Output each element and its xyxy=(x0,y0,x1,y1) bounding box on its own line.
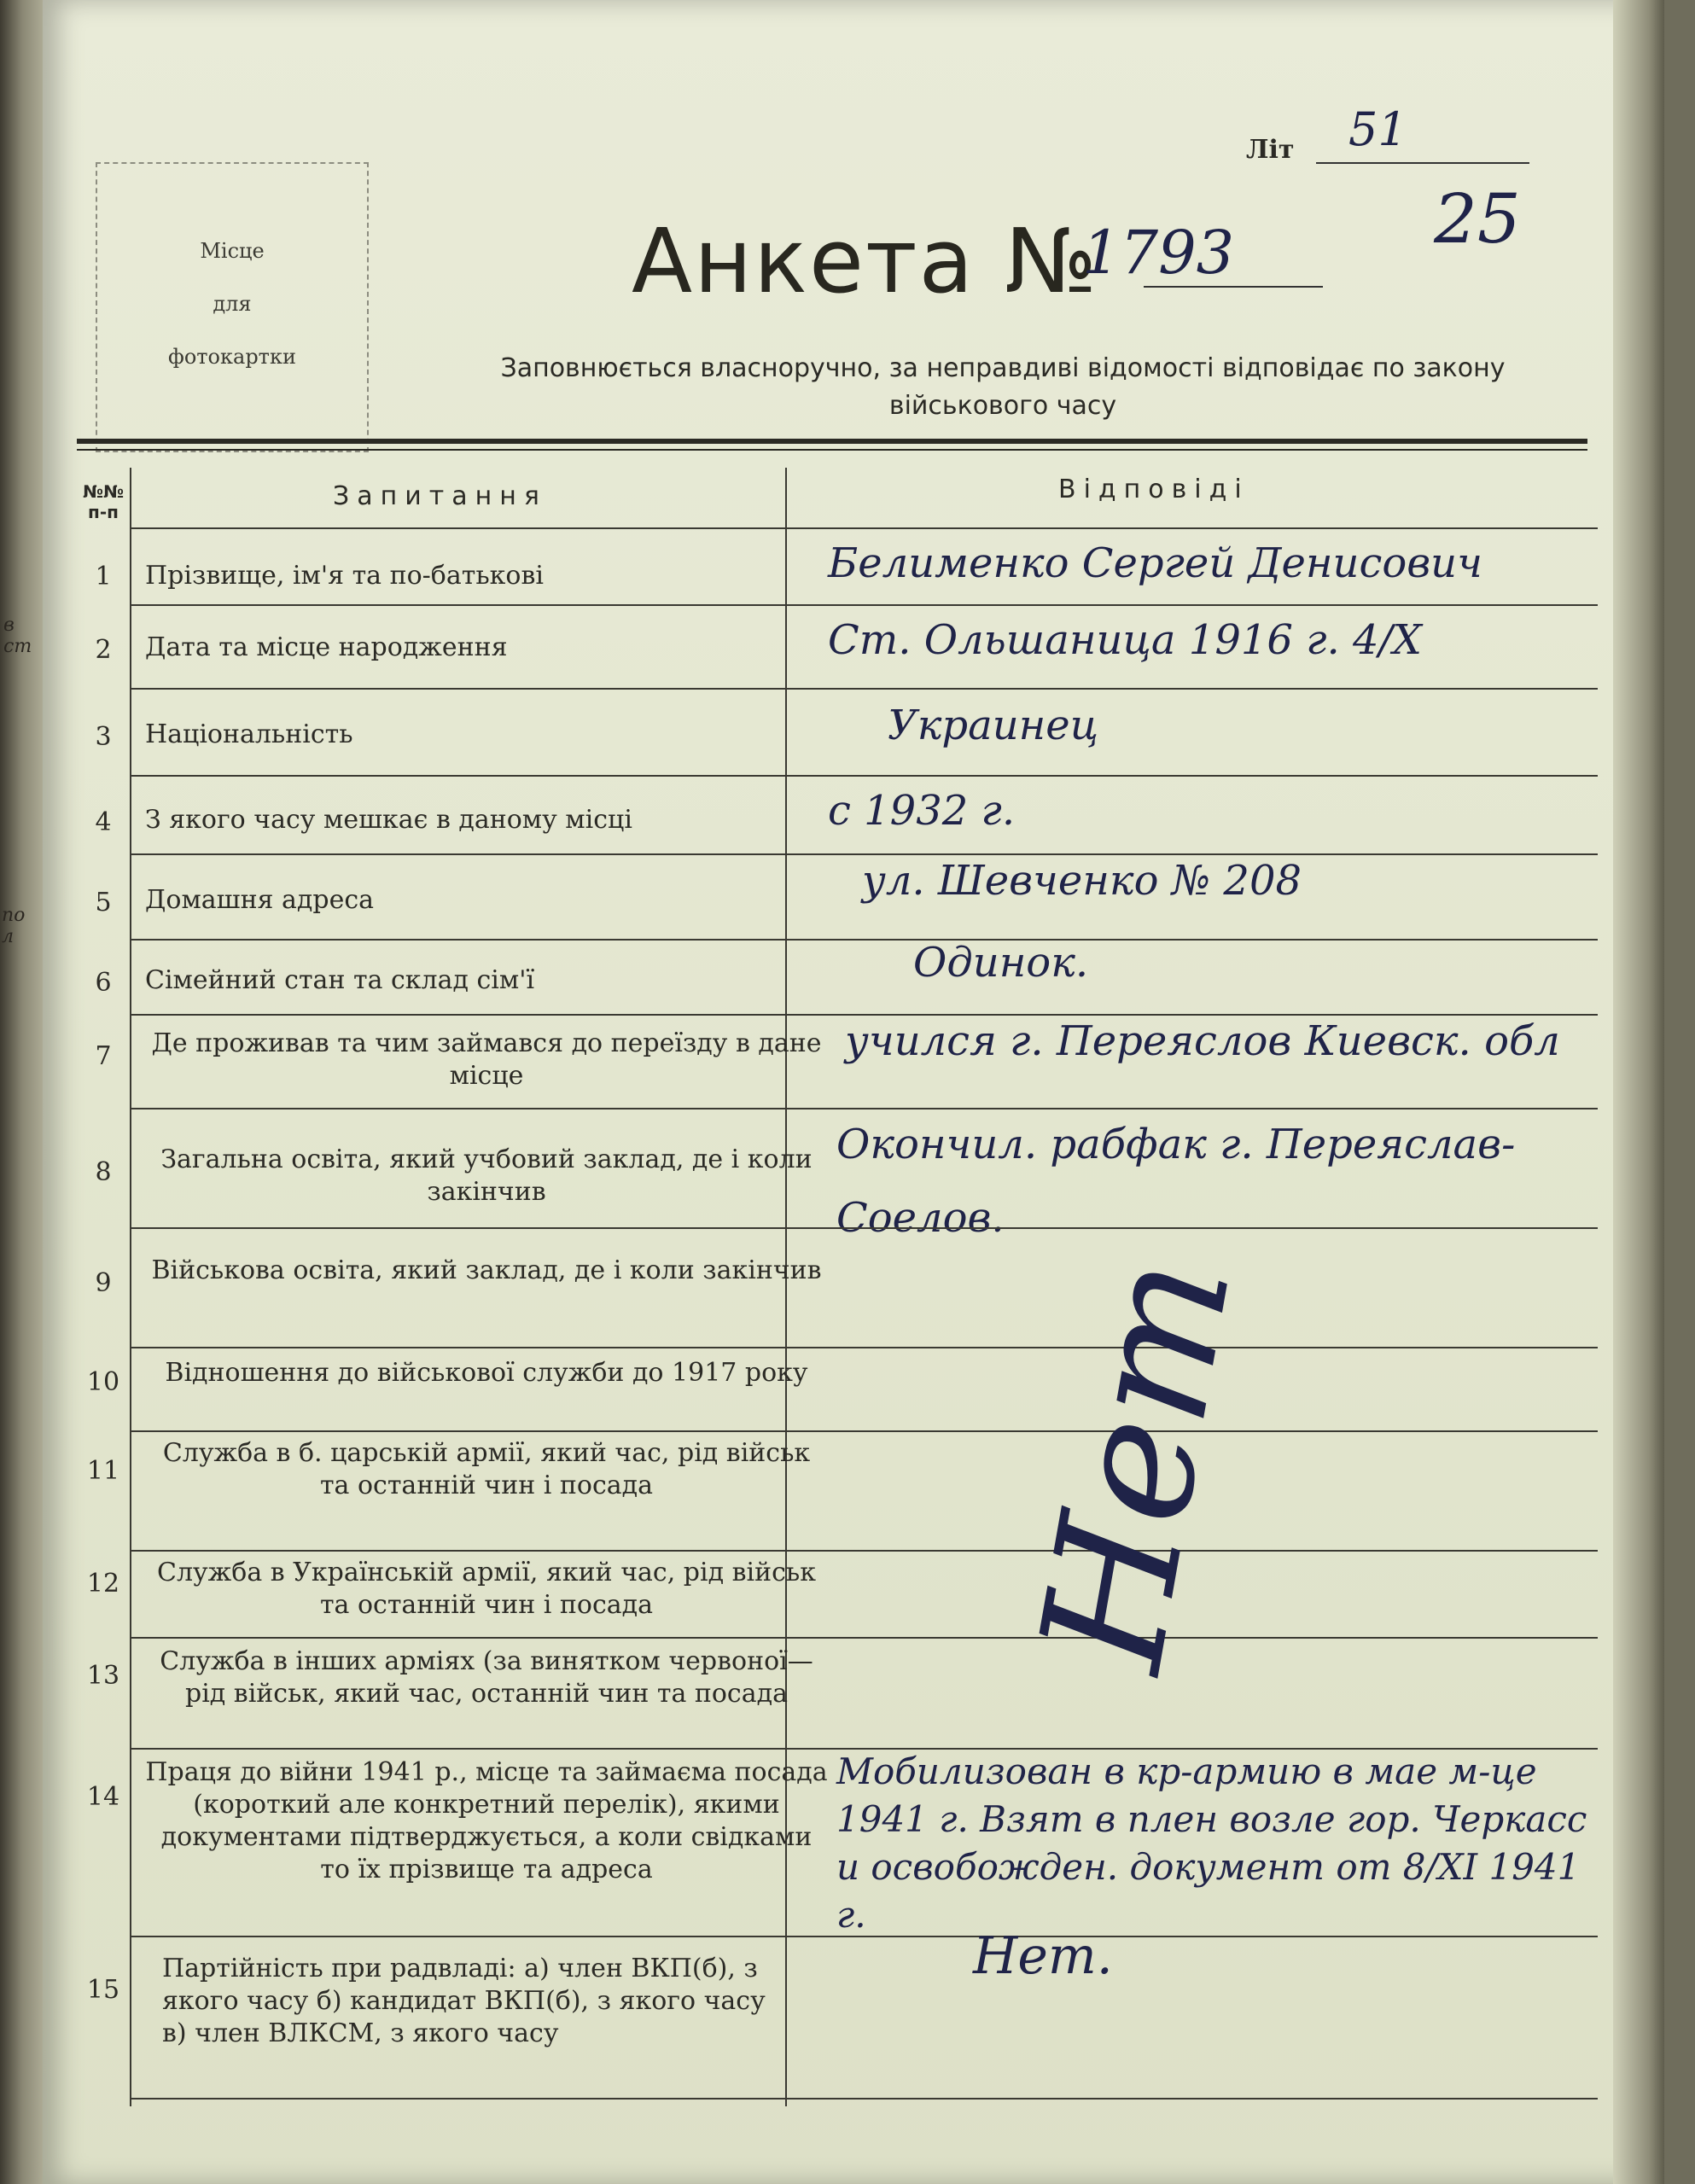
form-number: 1793 xyxy=(1082,218,1235,288)
answer-text: с 1932 г. xyxy=(828,787,1016,835)
header-rule-thin xyxy=(77,449,1587,451)
row-number: 2 xyxy=(95,635,112,665)
lit-value: 51 xyxy=(1348,102,1407,156)
question-text: Служба в б. царській армії, який час, рід військ та останній чин і посада xyxy=(162,1438,811,1500)
answer-column-header: Відповіді xyxy=(1058,475,1249,504)
question-text: Де проживав та чим займався до переїзду в дане місце xyxy=(151,1028,822,1091)
answer-text: Белименко Сергей Денисович xyxy=(828,539,1482,587)
row-number: 3 xyxy=(95,722,112,752)
form-subtitle: Заповнюється власноручно, за неправдиві відомості відповідає по закону військового часу xyxy=(500,353,1506,421)
margin-fragment: по л xyxy=(2,905,26,947)
margin-fragment: в ст xyxy=(3,614,32,657)
row-number: 15 xyxy=(86,1975,120,2005)
question-text: Військова освіта, який заклад, де і коли закінчив xyxy=(151,1255,822,1285)
row-rule xyxy=(130,1550,1598,1552)
answer-text: Окончил. рабфак г. Переяслав-Соелов. xyxy=(836,1121,1516,1242)
row-rule xyxy=(130,688,1598,690)
row-rule xyxy=(130,604,1598,606)
photo-placeholder xyxy=(96,162,369,452)
row-number: 7 xyxy=(95,1041,112,1071)
row-number: 9 xyxy=(95,1268,112,1298)
number-column-header: №№ п-п xyxy=(82,481,125,522)
row-number: 11 xyxy=(86,1456,120,1486)
row-number: 10 xyxy=(86,1367,120,1397)
photo-label-line: Місце xyxy=(200,239,265,263)
sheet-number: 25 xyxy=(1434,179,1521,259)
lit-underline xyxy=(1316,162,1529,164)
row-number: 6 xyxy=(95,968,112,998)
question-text: Прізвище, ім'я та по-батькові xyxy=(145,561,544,591)
row-rule xyxy=(130,1637,1598,1639)
question-text: Праця до війни 1941 р., місце та займаєма посада (короткий але конкретний перелік), якими документами підтверджується, а коли свідками то їх прізвище та адреса xyxy=(145,1757,828,1884)
row-number: 8 xyxy=(95,1157,112,1187)
question-text: Партійність при радвладі: а) член ВКП(б), з якого часу б) кандидат ВКП(б), з якого часу в) член ВЛКСМ, з якого часу xyxy=(162,1954,766,2048)
question-column-header: Запитання xyxy=(333,481,547,511)
answer-text: Мобилизован в кр-армию в мае м-це 1941 г. Взят в плен возле гор. Черкасс и освобожден. документ от 8/XI 1941 г. xyxy=(836,1750,1587,1936)
document-sheet xyxy=(43,0,1664,2184)
photo-label-line: фотокартки xyxy=(168,345,296,369)
form-title: Анкета № xyxy=(632,209,1099,313)
answer-text: Нет. xyxy=(973,1926,1113,1986)
column-divider xyxy=(130,468,131,2106)
row-rule xyxy=(130,527,1598,529)
answer-text: Ст. Ольшаница 1916 г. 4/X xyxy=(828,616,1422,664)
row-number: 12 xyxy=(86,1569,120,1599)
row-rule xyxy=(130,2098,1598,2100)
question-text: Відношення до військової служби до 1917 року xyxy=(165,1358,808,1388)
row-number: 4 xyxy=(95,807,112,837)
question-text: Служба в інших арміях (за винятком червоної—рід військ, який час, останній чин та посада xyxy=(160,1646,813,1709)
answer-text: учился г. Переяслов Киевск. обл xyxy=(845,1017,1560,1065)
row-number: 13 xyxy=(86,1661,120,1691)
question-text: Служба в Українській армії, який час, рід військ та останній чин і посада xyxy=(157,1558,816,1620)
answer-text: Украинец xyxy=(888,702,1099,749)
question-text: Дата та місце народження xyxy=(145,632,508,662)
lit-label: Літ xyxy=(1246,135,1295,165)
question-text: Домашня адреса xyxy=(145,885,375,915)
row-number: 1 xyxy=(95,562,112,591)
header-rule xyxy=(77,439,1587,444)
row-rule xyxy=(130,1430,1598,1432)
answer-text: ул. Шевченко № 208 xyxy=(862,857,1302,905)
page-edge xyxy=(1613,0,1664,2184)
question-text: Загальна освіта, який учбовий заклад, де і коли закінчив xyxy=(160,1144,813,1207)
answer-text: Одинок. xyxy=(913,939,1089,987)
row-number: 5 xyxy=(95,888,112,917)
form-number-underline xyxy=(1144,286,1323,288)
row-rule xyxy=(130,1347,1598,1348)
question-text: Національність xyxy=(145,719,353,749)
strikethrough-answer: Нет xyxy=(1002,1243,1270,1684)
question-text: Сімейний стан та склад сім'ї xyxy=(145,965,535,995)
question-text: З якого часу мешкає в даному місці xyxy=(145,805,632,835)
photo-label-line: для xyxy=(213,292,252,316)
row-rule xyxy=(130,1227,1598,1229)
row-rule xyxy=(130,775,1598,777)
row-number: 14 xyxy=(86,1782,120,1812)
